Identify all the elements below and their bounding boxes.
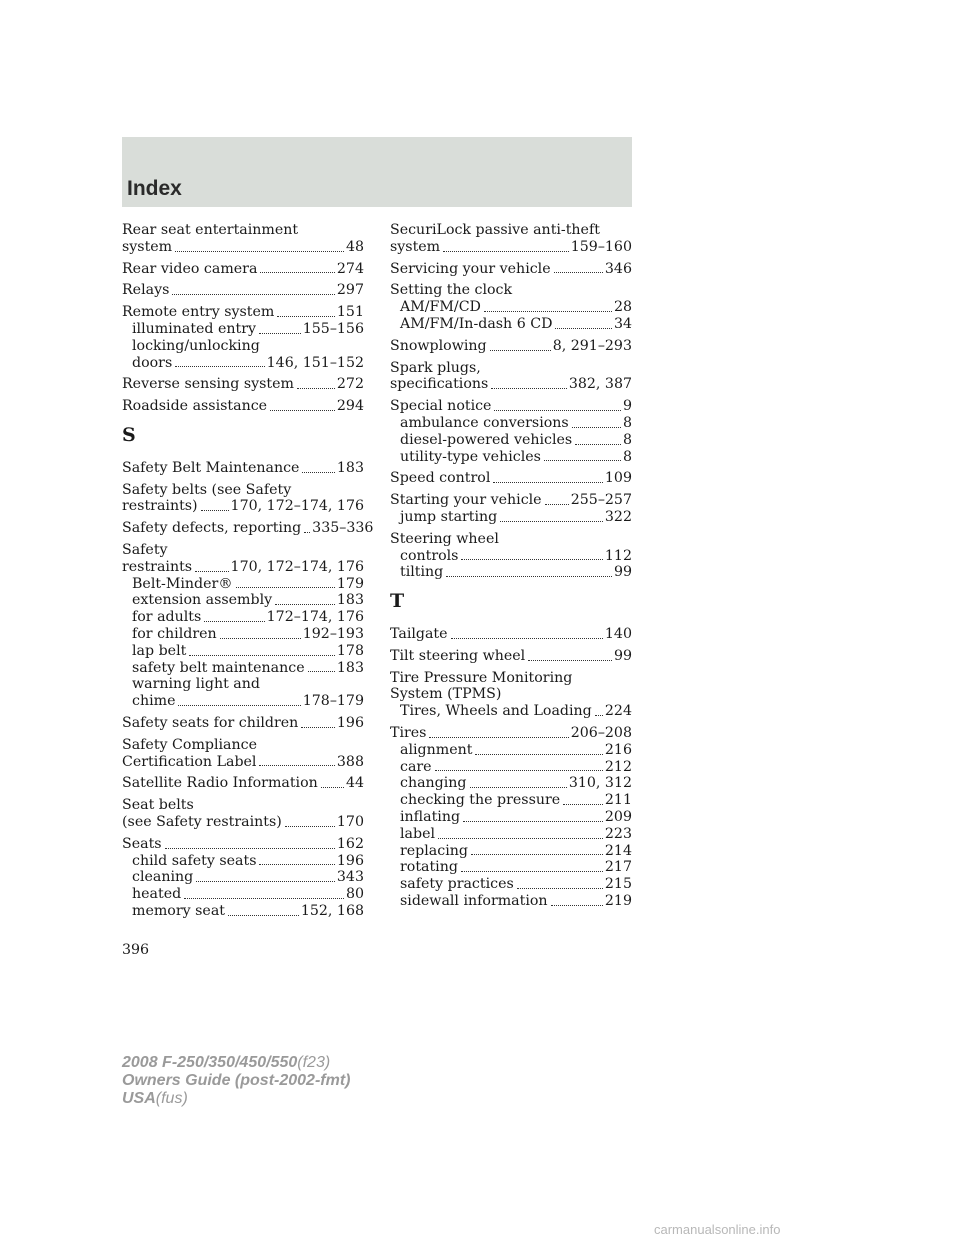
index-subentry [390, 432, 632, 449]
entry-page-ref: 214 [604, 842, 632, 859]
leader-dots [201, 510, 229, 511]
footer-model: 2008 F-250/350/450/550 [122, 1054, 298, 1071]
index-entry [390, 648, 632, 665]
entry-page-ref: 255–257 [570, 492, 632, 509]
index-entry-line [122, 239, 364, 256]
section-letter: S [122, 423, 136, 446]
leader-dots [189, 655, 335, 656]
index-entry [390, 398, 632, 465]
index-entry [390, 338, 632, 355]
leader-dots [475, 754, 602, 755]
index-subentry [122, 321, 364, 338]
entry-page-ref: 44 [345, 775, 364, 792]
entry-text: Certification Label [122, 753, 257, 770]
entry-text: restraints) [122, 498, 198, 515]
leader-dots [490, 350, 551, 351]
entry-text: Safety defects, reporting [122, 520, 302, 537]
leader-dots [259, 765, 334, 766]
entry-text: restraints [122, 558, 193, 575]
header-band [122, 137, 632, 207]
entry-text: Servicing your vehicle [390, 260, 551, 277]
entry-text: diesel-powered vehicles [400, 431, 573, 448]
index-column-right [390, 222, 632, 915]
index-entry-line [390, 398, 632, 415]
leader-dots [435, 770, 603, 771]
entry-text: Tires [390, 724, 427, 741]
entry-text: jump starting [400, 508, 498, 525]
entry-page-ref: 8, 291–293 [552, 337, 632, 354]
entry-text: child safety seats [132, 852, 257, 869]
leader-dots [446, 576, 612, 577]
entry-page-ref: 99 [613, 564, 632, 581]
entry-text: for adults [132, 609, 202, 626]
entry-text: system [390, 238, 441, 255]
leader-dots [500, 521, 603, 522]
index-entry-line [390, 531, 632, 548]
index-entry [390, 470, 632, 487]
entry-text: Safety Compliance [122, 736, 257, 753]
entry-page-ref: 170, 172–174, 176 [230, 498, 364, 515]
index-entry-line [122, 559, 364, 576]
index-entry [390, 492, 632, 526]
index-subentry [390, 759, 632, 776]
index-entry [122, 398, 364, 415]
leader-dots [461, 871, 603, 872]
leader-dots [308, 671, 335, 672]
entry-page-ref: 28 [613, 299, 632, 316]
entry-page-ref: 216 [604, 741, 632, 758]
index-subentry [390, 703, 632, 720]
index-entry-line [390, 360, 632, 377]
entry-text: care [400, 758, 432, 775]
footer [122, 1054, 350, 1108]
index-entry-line [390, 470, 632, 487]
entry-page-ref: 34 [613, 315, 632, 332]
index-entry [122, 737, 364, 771]
entry-page-ref: 172–174, 176 [266, 609, 364, 626]
entry-text: (see Safety restraints) [122, 813, 282, 830]
index-entry-line [122, 376, 364, 393]
entry-page-ref: 388 [336, 753, 364, 770]
entry-text: inflating [400, 808, 461, 825]
entry-text: AM/FM/In-dash 6 CD [400, 315, 553, 332]
entry-page-ref: 170, 172–174, 176 [230, 558, 364, 575]
index-entry-line [390, 492, 632, 509]
entry-page-ref: 179 [336, 575, 364, 592]
leader-dots [517, 888, 603, 889]
index-subentry [122, 355, 364, 372]
entry-page-ref: 192–193 [302, 625, 364, 642]
entry-page-ref: 152, 168 [300, 902, 364, 919]
entry-text: cleaning [132, 869, 194, 886]
index-entry-line [122, 715, 364, 732]
entry-page-ref: 9 [622, 398, 632, 415]
leader-dots [301, 727, 335, 728]
entry-text: Tilt steering wheel [390, 647, 526, 664]
index-entry-line [390, 338, 632, 355]
entry-text: extension assembly [132, 592, 273, 609]
entry-text: Snowplowing [390, 337, 487, 354]
entry-text: AM/FM/CD [400, 299, 481, 316]
index-subentry [390, 299, 632, 316]
entry-text: Relays [122, 282, 170, 299]
leader-dots [184, 898, 344, 899]
entry-page-ref: 99 [613, 647, 632, 664]
leader-dots [595, 715, 603, 716]
leader-dots [297, 388, 335, 389]
entry-page-ref: 146, 151–152 [266, 354, 364, 371]
entry-text: locking/unlocking [132, 337, 260, 354]
index-entry-line [390, 725, 632, 742]
entry-page-ref: 196 [336, 852, 364, 869]
entry-page-ref: 310, 312 [568, 775, 632, 792]
index-entry [122, 482, 364, 516]
entry-page-ref: 223 [604, 825, 632, 842]
entry-text: chime [132, 693, 176, 710]
entry-text: Rear seat entertainment [122, 222, 299, 238]
index-subentry [390, 449, 632, 466]
index-subentry [122, 592, 364, 609]
entry-text: Satellite Radio Information [122, 775, 318, 792]
index-entry-line [390, 670, 632, 687]
entry-page-ref: 183 [336, 659, 364, 676]
entry-text: Speed control [390, 470, 491, 487]
footer-market-code: (fus) [155, 1090, 188, 1107]
index-subentry [122, 643, 364, 660]
index-entry-line [122, 498, 364, 515]
index-entry-line [390, 282, 632, 299]
index-subentry [390, 775, 632, 792]
leader-dots [175, 251, 344, 252]
index-subentry [122, 869, 364, 886]
entry-page-ref: 335–336 [312, 520, 374, 537]
leader-dots [471, 854, 603, 855]
watermark: carmanualsonline.info [654, 1222, 781, 1237]
index-entry-line [122, 482, 364, 499]
entry-text: SecuriLock passive anti-theft [390, 222, 600, 238]
index-entry [122, 460, 364, 477]
index-entry-line [122, 754, 364, 771]
entry-text: Remote entry system [122, 304, 275, 321]
entry-text: Tires, Wheels and Loading [400, 703, 592, 720]
entry-text: heated [132, 886, 182, 903]
leader-dots [321, 787, 344, 788]
entry-text: safety belt maintenance [132, 659, 305, 676]
entry-text: sidewall information [400, 892, 548, 909]
index-entry [390, 222, 632, 256]
index-entry-line [122, 261, 364, 278]
leader-dots [551, 905, 603, 906]
entry-text: Seat belts [122, 797, 194, 814]
entry-text: lap belt [132, 642, 187, 659]
leader-dots [443, 251, 569, 252]
leader-dots [172, 294, 335, 295]
entry-text: replacing [400, 842, 468, 859]
leader-dots [275, 604, 335, 605]
entry-page-ref: 162 [336, 835, 364, 852]
leader-dots [429, 737, 568, 738]
index-entry-line [390, 222, 632, 239]
index-subentry [122, 660, 364, 677]
entry-page-ref: 212 [604, 758, 632, 775]
leader-dots [575, 444, 621, 445]
index-subentry [122, 676, 364, 693]
entry-page-ref: 217 [604, 859, 632, 876]
leader-dots [236, 587, 335, 588]
index-entry-line [122, 814, 364, 831]
index-subentry [390, 316, 632, 333]
index-subentry [122, 626, 364, 643]
entry-text: for children [132, 625, 217, 642]
index-entry [390, 626, 632, 643]
entry-page-ref: 80 [345, 886, 364, 903]
index-entry-line [122, 282, 364, 299]
entry-page-ref: 8 [622, 448, 632, 465]
entry-page-ref: 274 [336, 260, 364, 277]
entry-page-ref: 159–160 [570, 238, 632, 255]
entry-text: Safety belts (see Safety [122, 481, 292, 498]
entry-text: Special notice [390, 398, 492, 415]
index-entry-line [390, 261, 632, 278]
index-subentry [390, 564, 632, 581]
index-entry-line [122, 222, 364, 239]
entry-page-ref: 322 [604, 508, 632, 525]
index-subentry [122, 853, 364, 870]
index-entry-line [390, 648, 632, 665]
index-entry-line [122, 797, 364, 814]
entry-text: ambulance conversions [400, 414, 569, 431]
leader-dots [461, 559, 602, 560]
leader-dots [277, 316, 335, 317]
index-entry [122, 797, 364, 831]
entry-page-ref: 48 [345, 238, 364, 255]
index-subentry [390, 876, 632, 893]
index-entry [122, 715, 364, 732]
index-subentry [390, 742, 632, 759]
index-subentry [390, 792, 632, 809]
entry-page-ref: 140 [604, 625, 632, 642]
entry-page-ref: 170 [336, 813, 364, 830]
footer-market: USA [122, 1090, 156, 1107]
leader-dots [195, 571, 228, 572]
leader-dots [204, 621, 264, 622]
index-entry-line [122, 460, 364, 477]
index-entry [122, 775, 364, 792]
leader-dots [165, 848, 335, 849]
index-entry-line [122, 520, 374, 537]
entry-page-ref: 196 [336, 714, 364, 731]
index-subentry [390, 893, 632, 910]
entry-page-ref: 294 [336, 398, 364, 415]
leader-dots [494, 410, 621, 411]
index-subentry [122, 338, 364, 355]
entry-text: Rear video camera [122, 260, 258, 277]
entry-page-ref: 178–179 [302, 693, 364, 710]
leader-dots [484, 311, 612, 312]
entry-page-ref: 112 [604, 547, 632, 564]
leader-dots [285, 826, 335, 827]
entry-text: checking the pressure [400, 792, 561, 809]
leader-dots [260, 272, 335, 273]
index-entry-line [122, 304, 364, 321]
leader-dots [259, 333, 301, 334]
entry-page-ref: 272 [336, 376, 364, 393]
entry-text: controls [400, 547, 459, 564]
entry-text: Safety [122, 541, 168, 558]
entry-page-ref: 215 [604, 876, 632, 893]
index-entry [390, 282, 632, 332]
index-entry-line [390, 376, 632, 393]
index-subentry [390, 826, 632, 843]
section-letter: T [390, 590, 405, 613]
index-entry-line [390, 686, 632, 703]
entry-text: alignment [400, 741, 473, 758]
footer-guide: Owners Guide (post-2002-fmt) [122, 1072, 351, 1089]
leader-dots [270, 410, 335, 411]
leader-dots [259, 864, 334, 865]
index-subentry [390, 548, 632, 565]
leader-dots [302, 472, 334, 473]
index-column-left [122, 222, 374, 925]
leader-dots [554, 272, 603, 273]
index-subentry [390, 843, 632, 860]
entry-text: Starting your vehicle [390, 492, 542, 509]
index-subentry [122, 886, 364, 903]
entry-page-ref: 382, 387 [568, 376, 632, 393]
index-subentry [390, 859, 632, 876]
leader-dots [528, 660, 612, 661]
entry-text: system [122, 238, 173, 255]
entry-page-ref: 224 [604, 703, 632, 720]
index-entry [122, 836, 364, 920]
index-entry [390, 261, 632, 278]
footer-model-code: (f23) [297, 1054, 331, 1071]
index-subentry [122, 903, 364, 920]
leader-dots [491, 388, 567, 389]
entry-page-ref: 346 [604, 260, 632, 277]
index-entry [122, 261, 364, 278]
index-entry-line [122, 836, 364, 853]
entry-text: memory seat [132, 902, 225, 919]
entry-page-ref: 343 [336, 869, 364, 886]
entry-text: safety practices [400, 876, 514, 893]
index-entry [390, 360, 632, 394]
index-entry-line [122, 398, 364, 415]
leader-dots [563, 804, 603, 805]
index-entry [122, 304, 364, 371]
index-subentry [390, 415, 632, 432]
index-subentry [122, 693, 364, 710]
entry-page-ref: 178 [336, 642, 364, 659]
index-entry-line [390, 239, 632, 256]
leader-dots [470, 787, 567, 788]
entry-text: System (TPMS) [390, 686, 502, 703]
entry-page-ref: 297 [336, 282, 364, 299]
entry-text: doors [132, 354, 173, 371]
index-entry [390, 531, 632, 581]
leader-dots [544, 460, 621, 461]
leader-dots [438, 838, 603, 839]
leader-dots [463, 821, 603, 822]
entry-text: Safety Belt Maintenance [122, 459, 300, 476]
index-entry-line [390, 626, 632, 643]
index-entry-line [122, 775, 364, 792]
leader-dots [175, 366, 264, 367]
entry-text: Seats [122, 835, 162, 852]
entry-text: label [400, 825, 436, 842]
entry-text: rotating [400, 859, 458, 876]
leader-dots [451, 638, 603, 639]
index-entry-line [122, 737, 364, 754]
index-entry [390, 670, 632, 720]
index-subentry [390, 509, 632, 526]
leader-dots [545, 504, 569, 505]
entry-page-ref: 183 [336, 459, 364, 476]
entry-page-ref: 151 [336, 304, 364, 321]
leader-dots [228, 915, 299, 916]
entry-page-ref: 8 [622, 431, 632, 448]
entry-text: specifications [390, 376, 489, 393]
leader-dots [572, 427, 621, 428]
index-entry [122, 520, 374, 537]
leader-dots [555, 328, 611, 329]
entry-text: illuminated entry [132, 320, 257, 337]
index-entry [390, 725, 632, 910]
leader-dots [304, 532, 310, 533]
entry-text: Tire Pressure Monitoring [390, 669, 573, 686]
entry-text: Spark plugs, [390, 359, 481, 376]
entry-text: Steering wheel [390, 530, 499, 547]
index-entry [122, 222, 364, 256]
page-number: 396 [122, 942, 150, 958]
entry-page-ref: 109 [604, 470, 632, 487]
index-entry-line [122, 542, 364, 559]
index-entry [122, 282, 364, 299]
entry-text: Reverse sensing system [122, 376, 294, 393]
index-entry [122, 542, 364, 710]
entry-text: Belt-Minder® [132, 575, 233, 592]
page-title: Index [127, 177, 182, 200]
leader-dots [196, 881, 335, 882]
entry-text: Tailgate [390, 625, 448, 642]
entry-text: Safety seats for children [122, 714, 299, 731]
entry-page-ref: 183 [336, 592, 364, 609]
entry-page-ref: 206–208 [570, 724, 632, 741]
index-subentry [122, 609, 364, 626]
leader-dots [220, 638, 301, 639]
index-subentry [390, 809, 632, 826]
entry-page-ref: 219 [604, 892, 632, 909]
entry-page-ref: 209 [604, 808, 632, 825]
index-subentry [122, 576, 364, 593]
entry-text: changing [400, 775, 467, 792]
entry-text: Setting the clock [390, 282, 513, 299]
entry-page-ref: 8 [622, 414, 632, 431]
entry-text: Roadside assistance [122, 398, 268, 415]
leader-dots [493, 482, 603, 483]
entry-text: tilting [400, 564, 444, 581]
entry-text: warning light and [132, 676, 260, 693]
index-entry [122, 376, 364, 393]
entry-text: utility-type vehicles [400, 448, 541, 465]
leader-dots [178, 705, 300, 706]
entry-page-ref: 211 [604, 792, 632, 809]
entry-page-ref: 155–156 [302, 320, 364, 337]
